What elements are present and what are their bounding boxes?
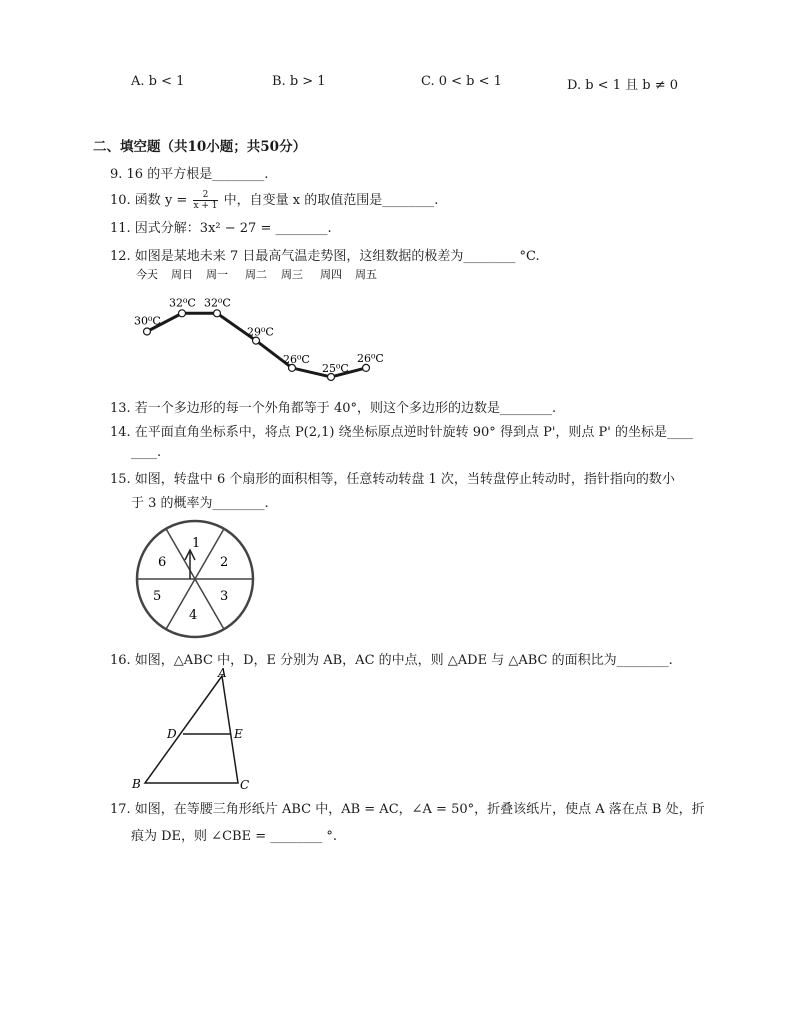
question-10 — [110, 189, 438, 211]
question-12: 12. 如图是某地未来 7 日最高气温走势图，这组数据的极差为________ °C. — [110, 249, 540, 264]
spinner-figure — [134, 518, 256, 640]
temp-label: 26⁰C — [357, 351, 384, 365]
question-15-line1: 15. 如图，转盘中 6 个扇形的面积相等，任意转动转盘 1 次，当转盘停止转动时，指针指向的数小 — [110, 472, 675, 487]
temperature-chart — [120, 262, 400, 392]
temp-label: 26⁰C — [283, 352, 310, 366]
temp-point — [214, 310, 221, 317]
question-17-line2: 痕为 DE，则 ∠CBE = ________ °. — [131, 829, 337, 844]
fraction — [193, 190, 217, 211]
question-10-suffix: 中，自变量 x 的取值范围是________. — [219, 193, 439, 208]
question-16: 16. 如图，△ABC 中，D，E 分别为 AB，AC 的中点，则 △ADE 与 △ABC 的面积比为________. — [110, 653, 673, 668]
option-d: D. b < 1 且 b ≠ 0 — [567, 78, 678, 93]
section-title: 二、填空题（共10小题；共50分） — [93, 139, 307, 155]
day-label: 周日 — [171, 268, 193, 281]
day-label: 今天 — [136, 268, 158, 281]
label-e: E — [234, 727, 243, 741]
temp-label: 32⁰C — [204, 296, 231, 310]
spinner-number-2: 2 — [220, 555, 229, 570]
question-13: 13. 若一个多边形的每一个外角都等于 40°，则这个多边形的边数是________. — [110, 401, 557, 416]
triangle-figure — [125, 666, 265, 796]
spinner-number-4: 4 — [189, 608, 198, 623]
spinner-number-3: 3 — [220, 589, 229, 604]
day-label: 周三 — [281, 268, 303, 281]
label-d: D — [167, 727, 177, 741]
temp-point — [179, 310, 186, 317]
spinner-number-5: 5 — [153, 589, 162, 604]
temp-point — [363, 364, 370, 371]
temp-label: 32⁰C — [169, 296, 196, 310]
question-17-line1: 17. 如图，在等腰三角形纸片 ABC 中，AB = AC，∠A = 50°，折叠该纸片，使点 A 落在点 B 处，折 — [110, 802, 705, 817]
fraction-denominator: x + 1 — [193, 201, 218, 211]
day-label: 周四 — [320, 268, 342, 281]
spinner-number-6: 6 — [158, 555, 167, 570]
question-14-line2: ____. — [131, 445, 162, 460]
option-a: A. b < 1 — [131, 74, 185, 89]
triangle-abc — [145, 676, 238, 783]
day-label: 周一 — [206, 268, 228, 281]
question-15-line2: 于 3 的概率为________. — [131, 496, 269, 511]
temp-label: 29⁰C — [247, 325, 274, 339]
question-11: 11. 因式分解：3x² − 27 = ________. — [110, 221, 332, 236]
question-10-prefix: 10. 函数 y = — [110, 193, 188, 208]
day-label: 周二 — [245, 268, 267, 281]
option-b: B. b > 1 — [272, 74, 326, 89]
temp-point — [144, 328, 151, 335]
label-c: C — [240, 778, 250, 792]
fraction-numerator: 2 — [193, 190, 217, 201]
temp-label: 25⁰C — [322, 362, 349, 375]
option-c: C. 0 < b < 1 — [421, 74, 502, 89]
day-label: 周五 — [355, 268, 377, 281]
spinner-number-1: 1 — [192, 536, 201, 551]
question-9: 9. 16 的平方根是________. — [110, 167, 269, 182]
question-14-line1: 14. 在平面直角坐标系中，将点 P(2,1) 绕坐标原点逆时针旋转 90° 得到点 P'，则点 P' 的坐标是____ — [110, 425, 693, 440]
temp-label: 30⁰C — [134, 314, 161, 328]
label-a: A — [218, 666, 227, 680]
label-b: B — [132, 777, 141, 791]
